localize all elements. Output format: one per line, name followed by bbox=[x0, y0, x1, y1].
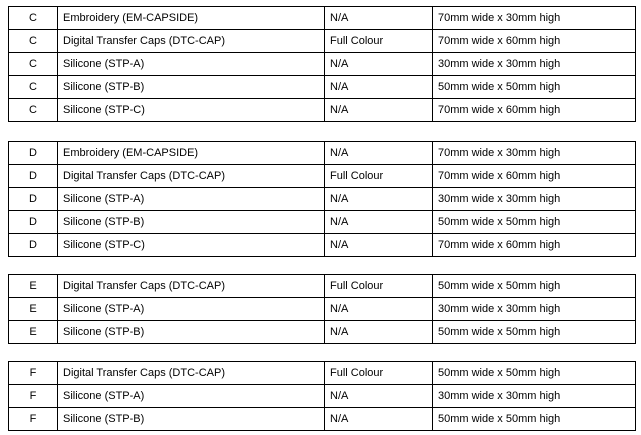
size-cell: 70mm wide x 60mm high bbox=[433, 234, 636, 257]
table-row bbox=[9, 298, 636, 321]
decoration-type-cell: Embroidery (EM-CAPSIDE) bbox=[58, 142, 325, 165]
position-cell: C bbox=[9, 30, 58, 53]
position-cell: F bbox=[9, 408, 58, 431]
table-row bbox=[9, 385, 636, 408]
decoration-type-cell: Digital Transfer Caps (DTC-CAP) bbox=[58, 362, 325, 385]
position-group-f bbox=[8, 361, 635, 431]
decoration-table bbox=[8, 6, 636, 122]
table-row bbox=[9, 99, 636, 122]
table-row bbox=[9, 275, 636, 298]
colour-cell: Full Colour bbox=[325, 362, 433, 385]
table-row bbox=[9, 7, 636, 30]
decoration-type-cell: Digital Transfer Caps (DTC-CAP) bbox=[58, 30, 325, 53]
decoration-table bbox=[8, 141, 636, 257]
table-row bbox=[9, 76, 636, 99]
table-row bbox=[9, 362, 636, 385]
position-cell: C bbox=[9, 7, 58, 30]
size-cell: 50mm wide x 50mm high bbox=[433, 321, 636, 344]
size-cell: 70mm wide x 60mm high bbox=[433, 99, 636, 122]
table-row bbox=[9, 142, 636, 165]
colour-cell: N/A bbox=[325, 321, 433, 344]
position-cell: C bbox=[9, 99, 58, 122]
colour-cell: N/A bbox=[325, 142, 433, 165]
colour-cell: Full Colour bbox=[325, 275, 433, 298]
colour-cell: Full Colour bbox=[325, 30, 433, 53]
size-cell: 50mm wide x 50mm high bbox=[433, 211, 636, 234]
position-cell: D bbox=[9, 165, 58, 188]
size-cell: 30mm wide x 30mm high bbox=[433, 385, 636, 408]
size-cell: 50mm wide x 50mm high bbox=[433, 76, 636, 99]
decoration-table bbox=[8, 361, 636, 431]
colour-cell: N/A bbox=[325, 385, 433, 408]
colour-cell: N/A bbox=[325, 76, 433, 99]
decoration-type-cell: Silicone (STP-B) bbox=[58, 211, 325, 234]
size-cell: 70mm wide x 30mm high bbox=[433, 7, 636, 30]
table-row bbox=[9, 165, 636, 188]
colour-cell: N/A bbox=[325, 188, 433, 211]
decoration-type-cell: Digital Transfer Caps (DTC-CAP) bbox=[58, 165, 325, 188]
position-group-c bbox=[8, 6, 635, 122]
size-cell: 30mm wide x 30mm high bbox=[433, 298, 636, 321]
size-cell: 70mm wide x 60mm high bbox=[433, 165, 636, 188]
colour-cell: N/A bbox=[325, 53, 433, 76]
table-row bbox=[9, 408, 636, 431]
position-cell: F bbox=[9, 362, 58, 385]
position-cell: D bbox=[9, 142, 58, 165]
table-row bbox=[9, 234, 636, 257]
position-group-d bbox=[8, 141, 635, 257]
colour-cell: Full Colour bbox=[325, 165, 433, 188]
position-cell: D bbox=[9, 211, 58, 234]
position-cell: F bbox=[9, 385, 58, 408]
decoration-type-cell: Silicone (STP-A) bbox=[58, 188, 325, 211]
colour-cell: N/A bbox=[325, 7, 433, 30]
position-cell: D bbox=[9, 188, 58, 211]
table-row bbox=[9, 30, 636, 53]
position-cell: E bbox=[9, 298, 58, 321]
decoration-type-cell: Embroidery (EM-CAPSIDE) bbox=[58, 7, 325, 30]
position-cell: D bbox=[9, 234, 58, 257]
colour-cell: N/A bbox=[325, 408, 433, 431]
colour-cell: N/A bbox=[325, 99, 433, 122]
size-cell: 50mm wide x 50mm high bbox=[433, 408, 636, 431]
table-row bbox=[9, 53, 636, 76]
size-cell: 50mm wide x 50mm high bbox=[433, 362, 636, 385]
position-group-e bbox=[8, 274, 635, 344]
size-cell: 70mm wide x 60mm high bbox=[433, 30, 636, 53]
decoration-type-cell: Silicone (STP-A) bbox=[58, 298, 325, 321]
size-cell: 30mm wide x 30mm high bbox=[433, 188, 636, 211]
decoration-type-cell: Silicone (STP-A) bbox=[58, 53, 325, 76]
decoration-type-cell: Silicone (STP-B) bbox=[58, 408, 325, 431]
colour-cell: N/A bbox=[325, 298, 433, 321]
size-cell: 70mm wide x 30mm high bbox=[433, 142, 636, 165]
decoration-type-cell: Silicone (STP-B) bbox=[58, 76, 325, 99]
colour-cell: N/A bbox=[325, 211, 433, 234]
position-cell: C bbox=[9, 53, 58, 76]
decoration-type-cell: Silicone (STP-B) bbox=[58, 321, 325, 344]
decoration-type-cell: Silicone (STP-C) bbox=[58, 234, 325, 257]
decoration-type-cell: Silicone (STP-A) bbox=[58, 385, 325, 408]
size-cell: 50mm wide x 50mm high bbox=[433, 275, 636, 298]
table-row bbox=[9, 321, 636, 344]
size-cell: 30mm wide x 30mm high bbox=[433, 53, 636, 76]
decoration-type-cell: Silicone (STP-C) bbox=[58, 99, 325, 122]
decoration-type-cell: Digital Transfer Caps (DTC-CAP) bbox=[58, 275, 325, 298]
position-cell: E bbox=[9, 321, 58, 344]
table-row bbox=[9, 188, 636, 211]
decoration-table bbox=[8, 274, 636, 344]
table-row bbox=[9, 211, 636, 234]
colour-cell: N/A bbox=[325, 234, 433, 257]
position-cell: C bbox=[9, 76, 58, 99]
position-cell: E bbox=[9, 275, 58, 298]
